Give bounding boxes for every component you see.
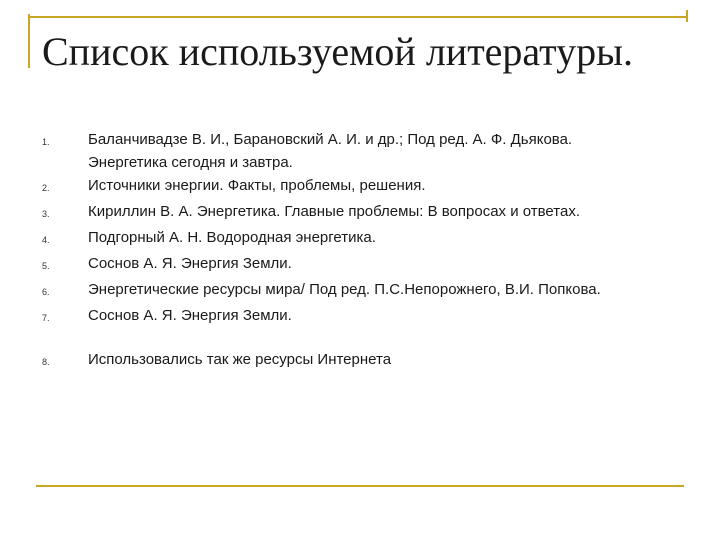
reference-text: Источники энергии. Факты, проблемы, решения.	[88, 177, 426, 194]
reference-item	[42, 304, 682, 330]
reference-text: Подгорный А. Н. Водородная энергетика.	[88, 229, 376, 246]
reference-number: 8.	[42, 357, 50, 367]
reference-number: 3.	[42, 209, 50, 219]
reference-text: Баланчивадзе В. И., Барановский А. И. и др.; Под ред. А. Ф. Дьякова. Энергетика сегодня и завтра.	[88, 131, 573, 171]
reference-number: 6.	[42, 287, 50, 297]
reference-text: Кириллин В. А. Энергетика. Главные проблемы: В вопросах и ответах.	[88, 203, 580, 220]
reference-list	[42, 128, 682, 374]
reference-number: 4.	[42, 235, 50, 245]
reference-item	[42, 226, 682, 252]
reference-item	[42, 128, 682, 174]
reference-item	[42, 348, 682, 374]
title-rule-tick	[686, 10, 688, 22]
reference-item	[42, 278, 682, 304]
title-horizontal-rule	[28, 16, 688, 18]
reference-number: 5.	[42, 261, 50, 271]
reference-item	[42, 252, 682, 278]
bottom-rule	[36, 485, 684, 487]
reference-text: Энергетические ресурсы мира/ Под ред. П.С.Непорожнего, В.И. Попкова.	[88, 281, 601, 298]
reference-number: 1.	[42, 137, 50, 147]
title-vertical-rule	[28, 14, 30, 68]
slide-title: Список используемой литературы.	[42, 29, 633, 74]
reference-item	[42, 174, 682, 200]
reference-item	[42, 200, 682, 226]
reference-number: 7.	[42, 313, 50, 323]
reference-text: Соснов А. Я. Энергия Земли.	[88, 255, 292, 272]
reference-text: Соснов А. Я. Энергия Земли.	[88, 307, 292, 324]
reference-number: 2.	[42, 183, 50, 193]
reference-text: Использовались так же ресурсы Интернета	[88, 351, 392, 368]
